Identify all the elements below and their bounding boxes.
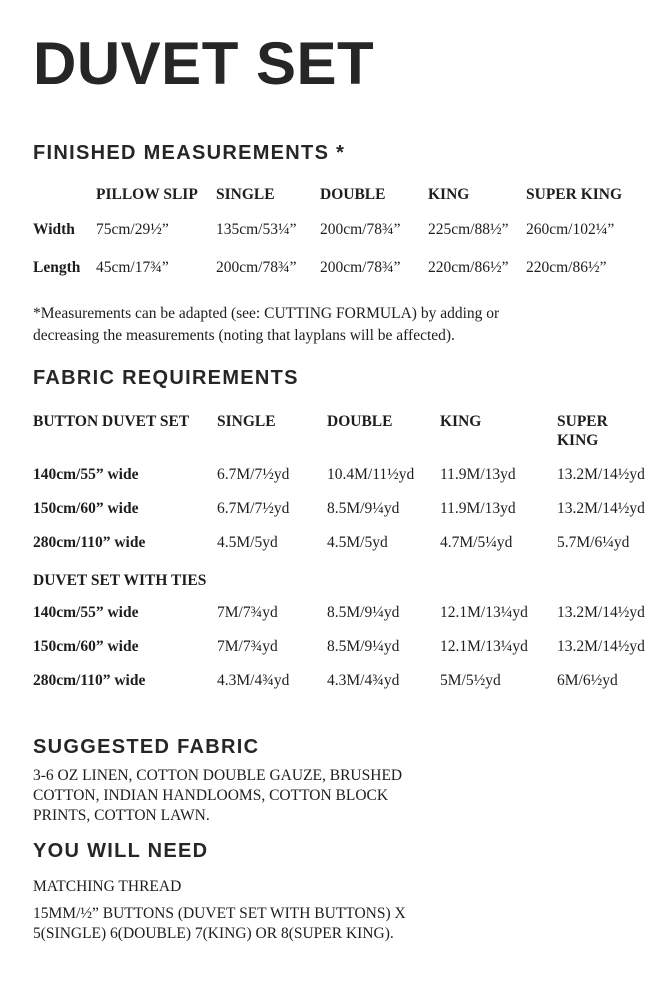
suggested-fabric-section	[33, 736, 638, 826]
cell-button-280-double: 4.5M/5yd	[327, 534, 388, 551]
page-title: DUVET SET	[33, 30, 375, 97]
row-label-length: Length	[33, 259, 81, 276]
column-header-king: KING	[440, 413, 482, 430]
cell-button-280-single: 4.5M/5yd	[217, 534, 278, 551]
cell-ties-140-super-king: 13.2M/14½yd	[557, 604, 645, 621]
column-header-double: DOUBLE	[320, 186, 386, 203]
cell-width-king: 225cm/88½”	[428, 221, 509, 238]
cell-button-150-single: 6.7M/7½yd	[217, 500, 290, 517]
table-row-button-140	[33, 465, 645, 484]
table-row-button-150	[33, 499, 645, 518]
need-item-thread: MATCHING THREAD	[33, 878, 182, 895]
cell-button-140-single: 6.7M/7½yd	[217, 466, 290, 483]
cell-width-pillow-slip: 75cm/29½”	[96, 221, 169, 238]
cell-button-150-double: 8.5M/9¼yd	[327, 500, 400, 517]
column-header-super-king: SUPER KING	[526, 186, 623, 203]
fabric-header-row	[33, 412, 638, 450]
cell-ties-150-king: 12.1M/13¼yd	[440, 638, 528, 655]
row-label-150cm: 150cm/60” wide	[33, 500, 139, 517]
cell-ties-280-king: 5M/5½yd	[440, 672, 501, 689]
cell-width-single: 135cm/53¼”	[216, 221, 297, 238]
you-will-need-heading: YOU WILL NEED	[33, 840, 209, 862]
column-header-single: SINGLE	[217, 413, 276, 430]
cell-width-super-king: 260cm/102¼”	[526, 221, 615, 238]
you-will-need-section	[33, 840, 638, 944]
cell-ties-140-king: 12.1M/13¼yd	[440, 604, 528, 621]
fabric-requirements-heading: FABRIC REQUIREMENTS	[33, 367, 299, 389]
cell-ties-140-single: 7M/7¾yd	[217, 604, 278, 621]
table-row-width	[33, 220, 638, 239]
row-label-150cm: 150cm/60” wide	[33, 638, 139, 655]
row-label-width: Width	[33, 221, 75, 238]
cell-ties-150-single: 7M/7¾yd	[217, 638, 278, 655]
footnote-line-1: *Measurements can be adapted (see: CUTTING FORMULA) by adding or	[33, 305, 500, 322]
measurements-header-row	[33, 185, 638, 204]
cell-ties-280-double: 4.3M/4¾yd	[327, 672, 400, 689]
cell-ties-280-super-king: 6M/6½yd	[557, 672, 618, 689]
cell-button-280-king: 4.7M/5¼yd	[440, 534, 513, 551]
suggested-fabric-line-2: COTTON, INDIAN HANDLOOMS, COTTON BLOCK	[33, 787, 389, 804]
footnote-line-2: decreasing the measurements (noting that layplans will be affected).	[33, 327, 455, 344]
cell-button-140-double: 10.4M/11½yd	[327, 466, 415, 483]
table-row-length	[33, 258, 638, 277]
finished-measurements-heading: FINISHED MEASUREMENTS *	[33, 142, 346, 164]
table-row-button-280	[33, 533, 638, 552]
cell-length-king: 220cm/86½”	[428, 259, 509, 276]
row-label-140cm: 140cm/55” wide	[33, 466, 139, 483]
measurements-footnote	[33, 303, 638, 347]
table-row-ties-140	[33, 603, 645, 622]
cell-ties-280-single: 4.3M/4¾yd	[217, 672, 290, 689]
cell-button-150-king: 11.9M/13yd	[440, 500, 516, 517]
column-header-super-king: SUPER KING	[557, 413, 608, 449]
header-spacer	[33, 185, 96, 204]
row-label-280cm: 280cm/110” wide	[33, 534, 146, 551]
table-row-ties-150	[33, 637, 645, 656]
need-item-buttons	[33, 904, 463, 944]
column-header-double: DOUBLE	[327, 413, 393, 430]
cell-ties-150-super-king: 13.2M/14½yd	[557, 638, 645, 655]
cell-length-pillow-slip: 45cm/17¾”	[96, 259, 169, 276]
row-label-140cm: 140cm/55” wide	[33, 604, 139, 621]
need-item-buttons-line-1: 15MM/½” BUTTONS (DUVET SET WITH BUTTONS) X	[33, 905, 406, 922]
suggested-fabric-line-1: 3-6 OZ LINEN, COTTON DOUBLE GAUZE, BRUSHED	[33, 767, 403, 784]
cell-length-super-king: 220cm/86½”	[526, 259, 607, 276]
finished-measurements-section	[33, 142, 638, 347]
suggested-fabric-body	[33, 766, 453, 826]
suggested-fabric-heading: SUGGESTED FABRIC	[33, 736, 260, 758]
cell-button-280-super-king: 5.7M/6¼yd	[557, 534, 630, 551]
suggested-fabric-line-3: PRINTS, COTTON LAWN.	[33, 807, 210, 824]
cell-ties-150-double: 8.5M/9¼yd	[327, 638, 400, 655]
cell-width-double: 200cm/78¾”	[320, 221, 401, 238]
column-header-single: SINGLE	[216, 186, 275, 203]
cell-ties-140-double: 8.5M/9¼yd	[327, 604, 400, 621]
row-label-button-duvet-set: BUTTON DUVET SET	[33, 413, 190, 430]
table-row-ties-280	[33, 671, 638, 690]
column-header-pillow-slip: PILLOW SLIP	[96, 186, 198, 203]
cell-button-140-king: 11.9M/13yd	[440, 466, 516, 483]
row-label-280cm: 280cm/110” wide	[33, 672, 146, 689]
cell-button-140-super-king: 13.2M/14½yd	[557, 466, 645, 483]
row-label-duvet-set-with-ties: DUVET SET WITH TIES	[33, 572, 207, 589]
cell-button-150-super-king: 13.2M/14½yd	[557, 500, 645, 517]
cell-length-single: 200cm/78¾”	[216, 259, 297, 276]
cell-length-double: 200cm/78¾”	[320, 259, 401, 276]
column-header-king: KING	[428, 186, 470, 203]
need-item-buttons-line-2: 5(SINGLE) 6(DOUBLE) 7(KING) OR 8(SUPER KING).	[33, 925, 394, 942]
fabric-requirements-section	[33, 367, 645, 690]
